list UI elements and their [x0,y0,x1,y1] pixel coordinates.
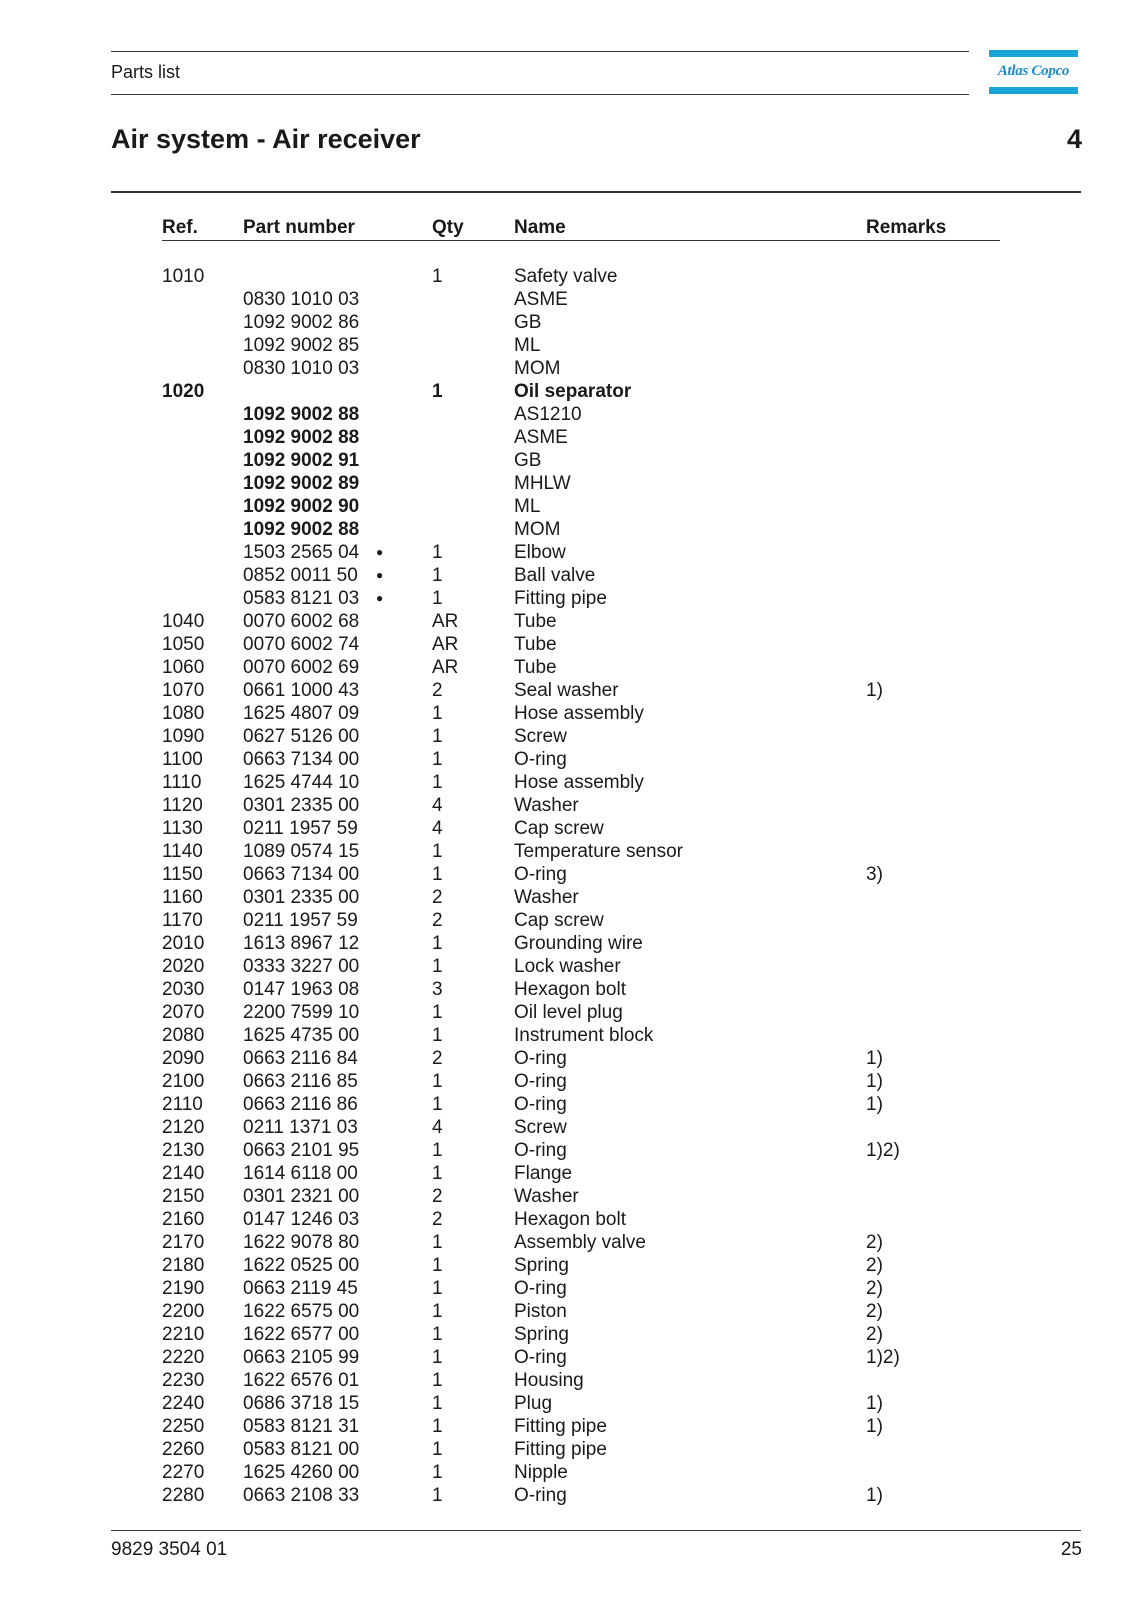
name-cell: Fitting pipe [514,1416,607,1437]
ref-cell: 2130 [162,1140,205,1161]
table-row [0,288,1131,311]
ref-cell: 1140 [162,841,203,862]
part-number-cell: 0211 1371 03 [243,1117,358,1138]
name-cell: O-ring [514,1048,567,1069]
part-number-cell: 0583 8121 31 [243,1416,360,1437]
table-row [0,748,1131,771]
table-row [0,1047,1131,1070]
ref-cell: 1090 [162,726,205,747]
qty-cell: 1 [432,1094,443,1115]
ref-cell: 2140 [162,1163,205,1184]
part-number-cell: 1625 4807 09 [243,703,360,724]
qty-cell: 1 [432,266,443,287]
table-row [0,1139,1131,1162]
qty-cell: 1 [432,565,443,586]
part-number-cell: 0663 2116 85 [243,1071,358,1092]
table-row [0,587,1131,610]
qty-cell: 1 [432,956,443,977]
name-cell: O-ring [514,864,567,885]
document-number: 9829 3504 01 [111,1539,228,1560]
qty-cell: 1 [432,1025,443,1046]
ref-cell: 2110 [162,1094,203,1115]
ref-cell: 2100 [162,1071,205,1092]
ref-cell: 2280 [162,1485,205,1506]
part-number-cell: 1622 0525 00 [243,1255,360,1276]
table-row [0,679,1131,702]
column-header-ref: Ref. [162,217,198,238]
name-cell: Hexagon bolt [514,1209,626,1230]
page-number: 25 [1060,1539,1082,1560]
ref-cell: 1170 [162,910,203,931]
qty-cell: 2 [432,910,443,931]
ref-cell: 2030 [162,979,205,1000]
name-cell: Screw [514,726,567,747]
name-cell: Seal washer [514,680,619,701]
name-cell: O-ring [514,1347,567,1368]
qty-cell: 3 [432,979,443,1000]
remarks-cell: 2) [866,1278,883,1299]
remarks-cell: 1) [866,1485,883,1506]
name-cell: Lock washer [514,956,621,977]
table-row [0,541,1131,564]
name-cell: ASME [514,427,568,448]
qty-cell: 1 [432,933,443,954]
qty-cell: 1 [432,772,443,793]
qty-cell: 1 [432,864,443,885]
qty-cell: 1 [432,1071,443,1092]
table-row [0,1116,1131,1139]
qty-cell: 2 [432,1209,443,1230]
part-number-cell: 0211 1957 59 [243,910,358,931]
name-cell: Tube [514,611,557,632]
table-row [0,794,1131,817]
name-cell: Fitting pipe [514,588,607,609]
part-number-cell: 0583 8121 03 [243,588,360,609]
header-top-rule [111,51,969,52]
ref-cell: 1150 [162,864,203,885]
qty-cell: 1 [432,1462,443,1483]
logo-top-bar [989,50,1078,57]
part-number-cell: 1625 4260 00 [243,1462,360,1483]
column-header-rule [162,240,1000,241]
table-row [0,1346,1131,1369]
ref-cell: 1070 [162,680,205,701]
ref-cell: 2090 [162,1048,205,1069]
name-cell: Ball valve [514,565,596,586]
name-cell: Spring [514,1255,569,1276]
ref-cell: 2190 [162,1278,205,1299]
remarks-cell: 1) [866,1071,883,1092]
qty-cell: 1 [432,1416,443,1437]
table-row [0,1231,1131,1254]
name-cell: Oil level plug [514,1002,623,1023]
table-row [0,610,1131,633]
qty-cell: 1 [432,1347,443,1368]
part-number-cell: 2200 7599 10 [243,1002,360,1023]
table-row [0,633,1131,656]
column-header-remarks: Remarks [866,217,947,238]
qty-cell: 1 [432,588,443,609]
qty-cell: 1 [432,1485,443,1506]
table-row [0,1001,1131,1024]
part-number-cell: 1092 9002 88 [243,519,360,540]
part-number-cell: 0070 6002 68 [243,611,360,632]
qty-cell: 1 [432,1163,443,1184]
qty-cell: 2 [432,1048,443,1069]
name-cell: Plug [514,1393,553,1414]
qty-cell: 1 [432,381,443,402]
table-row [0,886,1131,909]
remarks-cell: 1)2) [866,1140,900,1161]
table-row [0,472,1131,495]
ref-cell: 1020 [162,381,205,402]
name-cell: Spring [514,1324,569,1345]
name-cell: Elbow [514,542,566,563]
header-section-label: Parts list [111,62,181,82]
name-cell: O-ring [514,749,567,770]
bullet-marker-icon: ● [376,545,384,559]
ref-cell: 1160 [162,887,203,908]
part-number-cell: 0663 2116 86 [243,1094,358,1115]
ref-cell: 2230 [162,1370,205,1391]
qty-cell: 2 [432,887,443,908]
qty-cell: 1 [432,1140,443,1161]
table-row [0,564,1131,587]
part-number-cell: 0301 2321 00 [243,1186,360,1207]
part-number-cell: 0663 2108 33 [243,1485,360,1506]
ref-cell: 2180 [162,1255,205,1276]
ref-cell: 2200 [162,1301,205,1322]
part-number-cell: 0070 6002 74 [243,634,360,655]
name-cell: Tube [514,634,557,655]
bullet-marker-icon: ● [376,591,384,605]
parts-table [0,265,1131,1507]
table-row [0,1162,1131,1185]
name-cell: ML [514,335,541,356]
part-number-cell: 0583 8121 00 [243,1439,360,1460]
ref-cell: 2260 [162,1439,205,1460]
logo-text: Atlas Copco [997,63,1070,79]
qty-cell: 1 [432,542,443,563]
ref-cell: 1060 [162,657,205,678]
part-number-cell: 1092 9002 88 [243,404,360,425]
table-row [0,725,1131,748]
part-number-cell: 1092 9002 90 [243,496,360,517]
name-cell: AS1210 [514,404,582,425]
name-cell: Hexagon bolt [514,979,626,1000]
part-number-cell: 0070 6002 69 [243,657,360,678]
name-cell: Washer [514,1186,579,1207]
table-row [0,1392,1131,1415]
name-cell: Washer [514,887,579,908]
table-row [0,1300,1131,1323]
table-row [0,311,1131,334]
remarks-cell: 2) [866,1232,883,1253]
column-header-name: Name [514,217,566,238]
table-row [0,403,1131,426]
part-number-cell: 0147 1963 08 [243,979,360,1000]
table-row [0,771,1131,794]
name-cell: O-ring [514,1140,567,1161]
qty-cell: 2 [432,1186,443,1207]
name-cell: Piston [514,1301,567,1322]
qty-cell: 1 [432,749,443,770]
name-cell: Cap screw [514,910,604,931]
qty-cell: 1 [432,1301,443,1322]
name-cell: Screw [514,1117,567,1138]
name-cell: Nipple [514,1462,568,1483]
table-row [0,1024,1131,1047]
ref-cell: 1110 [162,772,202,793]
table-row [0,1254,1131,1277]
part-number-cell: 0301 2335 00 [243,887,360,908]
part-number-cell: 0661 1000 43 [243,680,360,701]
table-row [0,426,1131,449]
bullet-marker-icon: ● [376,568,384,582]
qty-cell: 2 [432,680,443,701]
qty-cell: 1 [432,1002,443,1023]
qty-cell: 1 [432,1439,443,1460]
table-row [0,978,1131,1001]
name-cell: Hose assembly [514,703,644,724]
name-cell: Cap screw [514,818,604,839]
remarks-cell: 2) [866,1301,883,1322]
ref-cell: 2020 [162,956,205,977]
part-number-cell: 1092 9002 91 [243,450,360,471]
part-number-cell: 0627 5126 00 [243,726,360,747]
name-cell: Fitting pipe [514,1439,607,1460]
ref-cell: 2160 [162,1209,205,1230]
footer-rule [111,1530,1081,1531]
table-row [0,1438,1131,1461]
name-cell: GB [514,312,542,333]
remarks-cell: 2) [866,1324,883,1345]
table-row [0,817,1131,840]
ref-cell: 2270 [162,1462,205,1483]
atlas-copco-logo [989,50,1078,94]
part-number-cell: 1622 6575 00 [243,1301,360,1322]
qty-cell: 4 [432,818,443,839]
ref-cell: 1130 [162,818,203,839]
name-cell: Tube [514,657,557,678]
ref-cell: 2170 [162,1232,205,1253]
remarks-cell: 1) [866,1393,883,1414]
part-number-cell: 0663 2119 45 [243,1278,358,1299]
part-number-cell: 1613 8967 12 [243,933,360,954]
qty-cell: 1 [432,726,443,747]
remarks-cell: 3) [866,864,883,885]
logo-bottom-bar [989,87,1078,94]
table-row [0,909,1131,932]
table-row [0,495,1131,518]
ref-cell: 2010 [162,933,205,954]
name-cell: Oil separator [514,381,632,402]
name-cell: Safety valve [514,266,618,287]
ref-cell: 2250 [162,1416,205,1437]
ref-cell: 1100 [162,749,203,770]
name-cell: Washer [514,795,579,816]
remarks-cell: 1) [866,1094,883,1115]
remarks-cell: 1) [866,680,883,701]
part-number-cell: 0663 2101 95 [243,1140,360,1161]
table-row [0,380,1131,403]
ref-cell: 2080 [162,1025,205,1046]
table-row [0,1070,1131,1093]
name-cell: MOM [514,358,561,379]
qty-cell: 1 [432,1278,443,1299]
name-cell: GB [514,450,542,471]
ref-cell: 1040 [162,611,205,632]
qty-cell: AR [432,611,459,632]
part-number-cell: 0333 3227 00 [243,956,360,977]
part-number-cell: 1622 9078 80 [243,1232,360,1253]
remarks-cell: 2) [866,1255,883,1276]
part-number-cell: 0211 1957 59 [243,818,358,839]
name-cell: Flange [514,1163,573,1184]
part-number-cell: 1089 0574 15 [243,841,360,862]
ref-cell: 2120 [162,1117,205,1138]
name-cell: MHLW [514,473,571,494]
part-number-cell: 0830 1010 03 [243,358,360,379]
qty-cell: 1 [432,1232,443,1253]
name-cell: ML [514,496,541,517]
qty-cell: 1 [432,1324,443,1345]
qty-cell: 4 [432,1117,443,1138]
ref-cell: 2070 [162,1002,205,1023]
table-row [0,1208,1131,1231]
remarks-cell: 1) [866,1048,883,1069]
part-number-cell: 1625 4735 00 [243,1025,360,1046]
qty-cell: 1 [432,1255,443,1276]
ref-cell: 2150 [162,1186,205,1207]
part-number-cell: 0663 2105 99 [243,1347,360,1368]
name-cell: Grounding wire [514,933,643,954]
qty-cell: 4 [432,795,443,816]
name-cell: Hose assembly [514,772,644,793]
table-row [0,1415,1131,1438]
part-number-cell: 1622 6577 00 [243,1324,360,1345]
table-row [0,1323,1131,1346]
column-header-part-number: Part number [243,217,355,238]
name-cell: Assembly valve [514,1232,646,1253]
name-cell: MOM [514,519,561,540]
name-cell: Housing [514,1370,584,1391]
table-row [0,1461,1131,1484]
ref-cell: 1010 [162,266,205,287]
ref-cell: 1080 [162,703,205,724]
table-row [0,955,1131,978]
part-number-cell: 1614 6118 00 [243,1163,358,1184]
qty-cell: 1 [432,703,443,724]
qty-cell: 1 [432,1370,443,1391]
remarks-cell: 1)2) [866,1347,900,1368]
part-number-cell: 1092 9002 86 [243,312,360,333]
ref-cell: 1120 [162,795,203,816]
table-row [0,449,1131,472]
table-row [0,1093,1131,1116]
ref-cell: 2220 [162,1347,205,1368]
name-cell: Instrument block [514,1025,654,1046]
name-cell: O-ring [514,1071,567,1092]
remarks-cell: 1) [866,1416,883,1437]
table-row [0,518,1131,541]
name-cell: ASME [514,289,568,310]
part-number-cell: 0301 2335 00 [243,795,360,816]
name-cell: O-ring [514,1485,567,1506]
header-bottom-rule [111,94,969,95]
table-row [0,1484,1131,1507]
table-row [0,932,1131,955]
part-number-cell: 1092 9002 85 [243,335,360,356]
part-number-cell: 1092 9002 89 [243,473,360,494]
chapter-number: 4 [1066,124,1082,154]
part-number-cell: 0663 7134 00 [243,749,360,770]
qty-cell: AR [432,657,459,678]
part-number-cell: 0663 7134 00 [243,864,360,885]
part-number-cell: 0686 3718 15 [243,1393,360,1414]
name-cell: O-ring [514,1278,567,1299]
part-number-cell: 1503 2565 04 [243,542,360,563]
qty-cell: 1 [432,1393,443,1414]
column-header-qty: Qty [432,217,464,238]
part-number-cell: 0147 1246 03 [243,1209,360,1230]
qty-cell: 1 [432,841,443,862]
table-row [0,1185,1131,1208]
ref-cell: 2210 [162,1324,205,1345]
table-row [0,357,1131,380]
part-number-cell: 1092 9002 88 [243,427,360,448]
part-number-cell: 0830 1010 03 [243,289,360,310]
table-row [0,1277,1131,1300]
name-cell: O-ring [514,1094,567,1115]
title-rule [111,191,1081,193]
part-number-cell: 1625 4744 10 [243,772,360,793]
table-row [0,863,1131,886]
ref-cell: 2240 [162,1393,205,1414]
part-number-cell: 0852 0011 50 [243,565,358,586]
part-number-cell: 0663 2116 84 [243,1048,358,1069]
name-cell: Temperature sensor [514,841,683,862]
table-row [0,265,1131,288]
table-row [0,702,1131,725]
table-row [0,840,1131,863]
table-row [0,1369,1131,1392]
ref-cell: 1050 [162,634,205,655]
table-row [0,334,1131,357]
table-row [0,656,1131,679]
qty-cell: AR [432,634,459,655]
part-number-cell: 1622 6576 01 [243,1370,360,1391]
page-title: Air system - Air receiver [111,124,421,154]
